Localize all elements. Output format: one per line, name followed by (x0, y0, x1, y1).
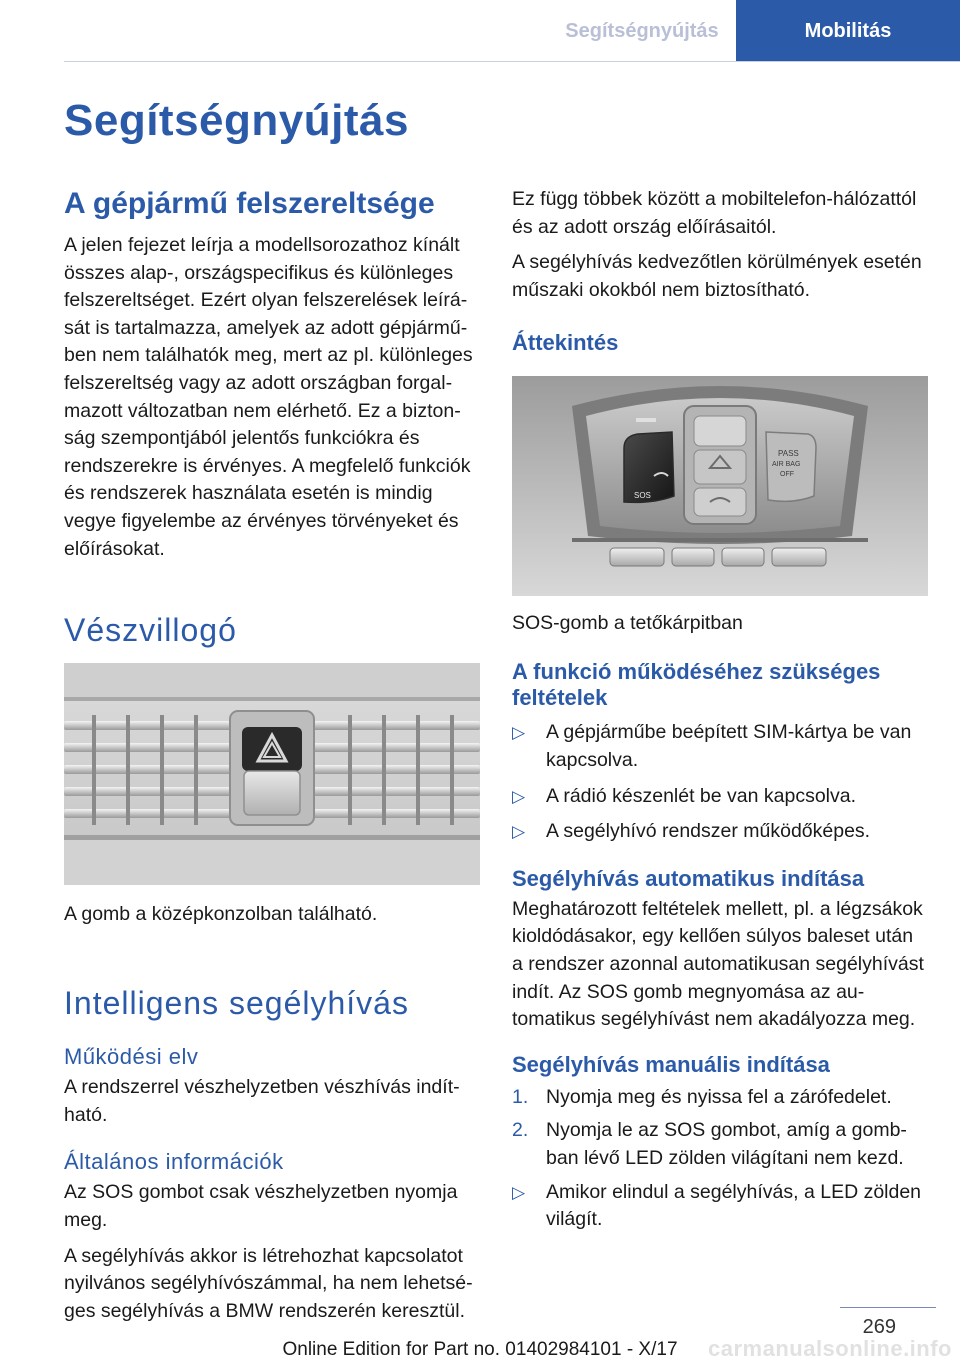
triangle-bullet-icon: ▷ (512, 723, 526, 743)
hazard-switch-illustration (64, 663, 480, 885)
section-body-felszereltseg: A jelen fejezet leírja a modellsorozathoz kínált összes alap-, országspecifikus és különleges felszereltséget. Ezért olyan felszerelések leírását is tartalmazza, amelyek az adott gépjárműben nem találhatók meg, mert az pl. különleges felszereltség vagy az adott országban forgalmazott változatban nem elérhető. Ez a biztonság szempontjából jelentős funkciókra és rendszerekre is érvényes. A megfelelő funkciók és rendszerek használata esetén is mindig vegye figyelembe az érvényes törvényeket és előírásokat. (64, 234, 473, 560)
subsection-title-feltetelek: A funkció működéséhez szükséges feltételek (512, 659, 881, 711)
hazard-switch-photo (64, 663, 480, 885)
sos-label: SOS (634, 491, 651, 501)
airbag-label: AIR BAG (772, 461, 801, 469)
subsection-title-automatikus-inditas: Segélyhívás automatikus indítása (512, 865, 865, 891)
subsection-title-attekintes: Áttekintés (512, 330, 619, 356)
sos-button-illustration (512, 376, 928, 596)
tab-segitsegnyujtas[interactable]: Segítségnyújtás (565, 19, 719, 42)
page-title: Segítségnyújtás (64, 96, 409, 145)
paragraph-kedvezotlen-korulmenyek: A segélyhívás kedvezőtlen körülmények esetén műszaki okokból nem biztosítható. (512, 251, 922, 301)
pass-label: PASS (778, 449, 799, 459)
list-item: ▷ Amikor elindul a segélyhívás, a LED zölden világít. (512, 1180, 922, 1231)
tab-mobilitas[interactable]: Mobilitás (736, 0, 960, 62)
paragraph-mobilhalozat: Ez függ többek között a mobiltelefon-hálózattól és az adott ország előírásaitól. (512, 188, 917, 238)
section-title-intelligens-segelyhivas: Intelligens segélyhívás (64, 985, 409, 1022)
page-number: 269 (862, 1316, 896, 1338)
triangle-bullet-icon: ▷ (512, 822, 526, 842)
list-item: 2. Nyomja le az SOS gombot, amíg a gombban lévő LED zölden világítani nem kezd. (512, 1119, 907, 1169)
off-label: OFF (780, 471, 794, 479)
manual-note-list (512, 1179, 928, 1234)
paragraph-automatikus-inditas: Meghatározott feltételek mellett, pl. a légzsákok kioldódásakor, egy kellően súlyos baleset után a rendszer azonnal automatikusan segélyhívást indít. Az SOS gomb megnyomása az automatikus segélyhívást nem akadályozza meg. (512, 897, 924, 1031)
list-item: 1. Nyomja meg és nyissa fel a zárófedelet. (512, 1085, 892, 1108)
footer-edition: Online Edition for Part no. 01402984101 - X/17 (282, 1339, 678, 1360)
list-item: ▷ A rádió készenlét be van kapcsolva. (512, 783, 928, 811)
list-item: ▷ A segélyhívó rendszer működőképes. (512, 818, 928, 846)
footer-divider (840, 1307, 936, 1308)
triangle-bullet-icon: ▷ (512, 1182, 526, 1202)
right-column (512, 186, 928, 1234)
caption-veszvillogo: A gomb a középkonzolban található. (64, 903, 378, 926)
subsection-title-altalanos-informaciok: Általános információk (64, 1149, 284, 1175)
triangle-bullet-icon: ▷ (512, 786, 526, 806)
paragraph-nyilvanos-segelyhivo: A segélyhívás akkor is létrehozhat kapcsolatot nyilvános segélyhívószámmal, ha nem lehetséges segélyhívás a BMW rendszerén keresztül. (64, 1244, 473, 1322)
subsection-title-manualis-inditas: Segélyhívás manuális indítása (512, 1051, 830, 1077)
section-title-veszvillogo: Vészvillogó (64, 612, 237, 649)
header-divider (64, 61, 960, 62)
section-title-felszereltseg: A gépjármű felszereltsége (64, 187, 435, 220)
requirements-list (512, 719, 928, 845)
manual-steps-list (512, 1084, 928, 1173)
watermark: carmanualsonline.info (708, 1336, 952, 1361)
sos-button-photo (512, 376, 928, 596)
left-column (64, 186, 480, 1325)
subsection-title-mukodesi-elv: Működési elv (64, 1044, 199, 1070)
header-tabs (548, 0, 960, 62)
paragraph-sos-vészhelyzet: Az SOS gombot csak vészhelyzetben nyomja meg. (64, 1181, 458, 1231)
caption-sos-gomb: SOS-gomb a tetőkárpitban (512, 612, 743, 635)
list-item: ▷ A gépjárműbe beépített SIM-kártya be van kapcsolva. (512, 721, 912, 771)
subsection-body-mukodesi-elv: A rendszerrel vészhelyzetben vészhívás indítható. (64, 1076, 460, 1126)
